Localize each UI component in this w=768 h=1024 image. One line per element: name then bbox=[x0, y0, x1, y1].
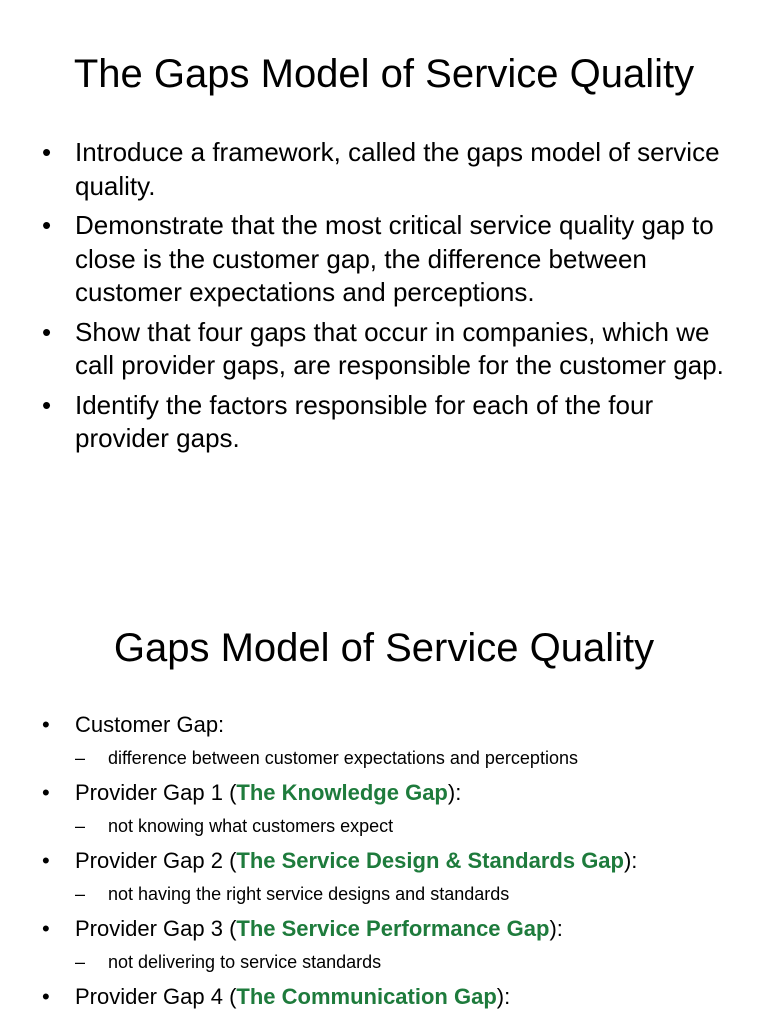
gap-item-customer bbox=[42, 710, 742, 770]
slide-2-title: Gaps Model of Service Quality bbox=[113, 626, 655, 670]
dash-icon: – bbox=[75, 884, 86, 904]
gap-description bbox=[75, 814, 742, 838]
bullet-text: Identify the factors responsible for each of the four provider gaps. bbox=[75, 389, 654, 453]
gap-name: The Communication Gap bbox=[236, 984, 497, 1009]
slide-2-bullet-list bbox=[42, 710, 742, 1012]
gap-description-text: not having the right service designs and standards bbox=[108, 884, 510, 904]
slide-2 bbox=[0, 512, 768, 1024]
dash-icon: – bbox=[75, 816, 86, 836]
gap-description-text: not knowing what customers expect bbox=[108, 816, 394, 836]
gap-item-provider-4 bbox=[42, 982, 742, 1012]
slide-1-title: The Gaps Model of Service Quality bbox=[73, 52, 695, 96]
gap-description-text: not delivering to service standards bbox=[108, 952, 382, 972]
bullet-dot-icon: • bbox=[42, 316, 52, 347]
bullet-dot-icon: • bbox=[42, 712, 50, 737]
gap-suffix: ): bbox=[549, 916, 563, 941]
gap-item-provider-1 bbox=[42, 778, 742, 838]
bullet-dot-icon: • bbox=[42, 984, 50, 1009]
gap-name: The Service Performance Gap bbox=[236, 916, 550, 941]
bullet-text: Introduce a framework, called the gaps model of service quality. bbox=[75, 137, 720, 201]
gap-suffix: ): bbox=[496, 984, 511, 1009]
slide-1-bullet bbox=[42, 389, 732, 456]
gap-name: The Service Design & Standards Gap bbox=[236, 848, 624, 873]
gap-label: Customer Gap: bbox=[75, 712, 225, 737]
bullet-text: Show that four gaps that occur in companies, which we call provider gaps, are responsible for the customer gap. bbox=[75, 316, 724, 380]
bullet-dot-icon: • bbox=[42, 137, 52, 167]
dash-icon: – bbox=[75, 952, 86, 972]
dash-icon: – bbox=[75, 748, 86, 768]
gap-prefix: Provider Gap 1 ( bbox=[75, 780, 237, 805]
bullet-dot-icon: • bbox=[42, 210, 52, 240]
bullet-dot-icon: • bbox=[42, 848, 50, 873]
gap-suffix: ): bbox=[447, 780, 462, 805]
gap-suffix: ): bbox=[623, 848, 638, 873]
slide-1-bullet bbox=[42, 316, 732, 383]
gap-prefix: Provider Gap 3 ( bbox=[75, 916, 237, 941]
gap-description bbox=[75, 746, 742, 770]
gap-item-provider-3 bbox=[42, 914, 742, 974]
gap-description bbox=[75, 882, 742, 906]
gap-prefix: Provider Gap 2 ( bbox=[75, 848, 237, 873]
slide-1-bullet bbox=[42, 209, 732, 310]
gap-description-text: difference between customer expectations and perceptions bbox=[108, 748, 578, 768]
gap-name: The Knowledge Gap bbox=[236, 780, 448, 805]
gap-description bbox=[75, 950, 742, 974]
gap-prefix: Provider Gap 4 ( bbox=[75, 984, 237, 1009]
slide-1-bullet bbox=[42, 136, 732, 203]
gap-item-provider-2 bbox=[42, 846, 742, 906]
bullet-dot-icon: • bbox=[42, 916, 50, 941]
bullet-text: Demonstrate that the most critical service quality gap to close is the customer gap, the difference between customer expectations and perceptions. bbox=[75, 210, 714, 307]
bullet-dot-icon: • bbox=[42, 780, 50, 805]
bullet-dot-icon: • bbox=[42, 389, 52, 420]
slide-1-bullet-list bbox=[42, 136, 732, 462]
